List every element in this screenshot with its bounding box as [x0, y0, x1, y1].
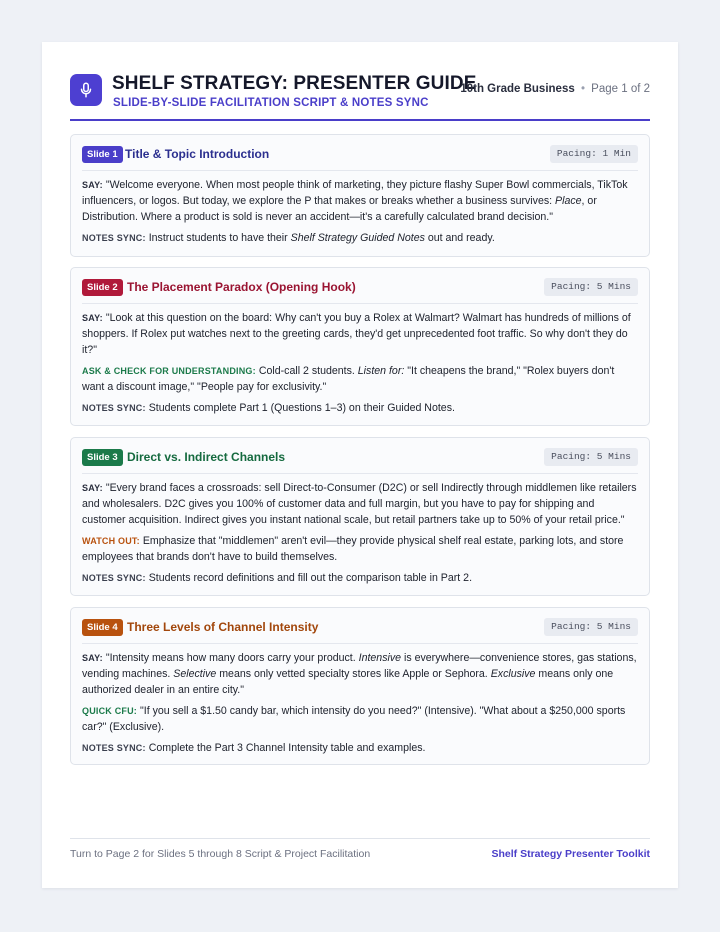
slide-badge: Slide 3: [82, 449, 123, 466]
header-divider: [70, 119, 650, 121]
watch-out-paragraph: [82, 533, 638, 565]
microphone-icon: [70, 74, 102, 106]
slide-badge: Slide 4: [82, 619, 123, 636]
slide-card-header: [82, 608, 638, 644]
pacing-badge: Pacing: 5 Mins: [544, 618, 638, 636]
slide-title: The Placement Paradox (Opening Hook): [127, 280, 356, 294]
slide-card-2: [70, 267, 650, 426]
slide-card-header: [82, 268, 638, 304]
say-text: "Look at this question on the board: Why can't you buy a Rolex at Walmart? Walmart has hundreds of millions of shoppers. If Rolex put watches next to the greeting cards, they'd get unprecedented foot traffic. So why don't they do it?": [82, 312, 631, 356]
say-label: SAY:: [82, 483, 103, 493]
page-meta: [460, 83, 650, 95]
watch-out-label: WATCH OUT:: [82, 536, 140, 546]
check-text: "It cheapens the brand," "Rolex buyers don't want a discount image," "People pay for exclusivity.": [82, 365, 615, 393]
say-text: "Welcome everyone. When most people think of marketing, they picture flashy Super Bowl commercials, TikTok influencers, or logos. But today, we explore the P that makes or breaks whether a business survives:: [82, 179, 628, 207]
slide-card-body: [82, 644, 638, 756]
say-text: "Intensity means how many doors carry your product.: [105, 652, 359, 664]
notes-text: Students record definitions and fill out the comparison table in Part 2.: [148, 572, 473, 584]
say-paragraph: [82, 177, 638, 225]
footer-toolkit-name: Shelf Strategy Presenter Toolkit: [491, 848, 650, 860]
notes-emphasis: Shelf Strategy Guided Notes: [290, 232, 425, 244]
slide-title: Title & Topic Introduction: [125, 147, 270, 161]
slide-title: Direct vs. Indirect Channels: [127, 450, 286, 464]
notes-paragraph: [82, 230, 638, 246]
slide-badge: Slide 2: [82, 279, 123, 296]
page-subtitle: SLIDE-BY-SLIDE FACILITATION SCRIPT & NOTES SYNC: [113, 97, 429, 109]
pacing-badge: Pacing: 1 Min: [550, 145, 638, 163]
notes-label: NOTES SYNC:: [82, 233, 146, 243]
say-label: SAY:: [82, 313, 103, 323]
notes-label: NOTES SYNC:: [82, 573, 146, 583]
grade-label: 10th Grade Business: [460, 83, 575, 95]
check-emphasis: Listen for:: [357, 365, 405, 377]
say-text: is everywhere—convenience stores, gas stations, vending machines.: [82, 652, 637, 680]
notes-label: NOTES SYNC:: [82, 743, 146, 753]
slide-card-1: [70, 134, 650, 257]
slide-card-header: [82, 438, 638, 474]
pacing-badge: Pacing: 5 Mins: [544, 448, 638, 466]
slide-card-3: [70, 437, 650, 596]
slide-card-body: [82, 304, 638, 416]
footer-divider: [70, 838, 650, 839]
notes-paragraph: [82, 740, 638, 756]
say-emphasis: Exclusive: [490, 668, 536, 680]
notes-paragraph: [82, 570, 638, 586]
meta-separator: •: [580, 83, 585, 95]
slide-card-body: [82, 171, 638, 246]
quick-cfu-paragraph: [82, 703, 638, 735]
check-understanding-paragraph: [82, 363, 638, 395]
check-understanding-label: ASK & CHECK FOR UNDERSTANDING:: [82, 366, 256, 376]
say-label: SAY:: [82, 180, 103, 190]
notes-text: Complete the Part 3 Channel Intensity table and examples.: [148, 742, 426, 754]
pacing-badge: Pacing: 5 Mins: [544, 278, 638, 296]
slide-card-header: [82, 135, 638, 171]
notes-paragraph: [82, 400, 638, 416]
slide-card-body: [82, 474, 638, 586]
slide-badge: Slide 1: [82, 146, 123, 163]
quick-cfu-label: QUICK CFU:: [82, 706, 137, 716]
say-paragraph: [82, 480, 638, 528]
notes-text: Instruct students to have their: [148, 232, 291, 244]
say-label: SAY:: [82, 653, 103, 663]
say-paragraph: [82, 310, 638, 358]
notes-label: NOTES SYNC:: [82, 403, 146, 413]
say-text: , or Distribution. Where a product is sold is never an accident—it's a carefully calculated brand decision.": [82, 195, 597, 223]
watch-out-text: Emphasize that "middlemen" aren't evil—they provide physical shelf real estate, parking lots, and store employees that brands don't have to build themselves.: [82, 535, 624, 563]
notes-text: out and ready.: [424, 232, 495, 244]
presenter-guide-page: [42, 42, 678, 888]
notes-text: Students complete Part 1 (Questions 1–3) on their Guided Notes.: [148, 402, 455, 414]
slide-card-4: [70, 607, 650, 765]
check-text: Cold-call 2 students.: [258, 365, 358, 377]
footer-next-page-note: Turn to Page 2 for Slides 5 through 8 Script & Project Facilitation: [70, 848, 371, 860]
quick-cfu-text: "If you sell a $1.50 candy bar, which intensity do you need?" (Intensive). "What about a $250,000 sports car?" (Exclusive).: [82, 705, 626, 733]
page-number: Page 1 of 2: [591, 83, 650, 95]
say-text: means only one authorized dealer in an entire city.": [82, 668, 614, 696]
slide-title: Three Levels of Channel Intensity: [127, 620, 319, 634]
say-text: "Every brand faces a crossroads: sell Direct-to-Consumer (D2C) or sell Indirectly through middlemen like retailers and wholesalers. D2C gives you 100% of customer data and full margin, but you have to pay for shipping and customer acquisition. Indirect gives you instant national scale, but retail partners take up to 50% of your retail price.": [82, 482, 637, 526]
say-text: means only vetted specialty stores like Apple or Sephora.: [216, 668, 491, 680]
say-emphasis: Intensive: [358, 652, 402, 664]
page-title: SHELF STRATEGY: PRESENTER GUIDE: [112, 73, 477, 94]
say-emphasis: Place: [555, 195, 582, 207]
say-paragraph: [82, 650, 638, 698]
page-header: [70, 73, 650, 123]
say-emphasis: Selective: [173, 668, 217, 680]
